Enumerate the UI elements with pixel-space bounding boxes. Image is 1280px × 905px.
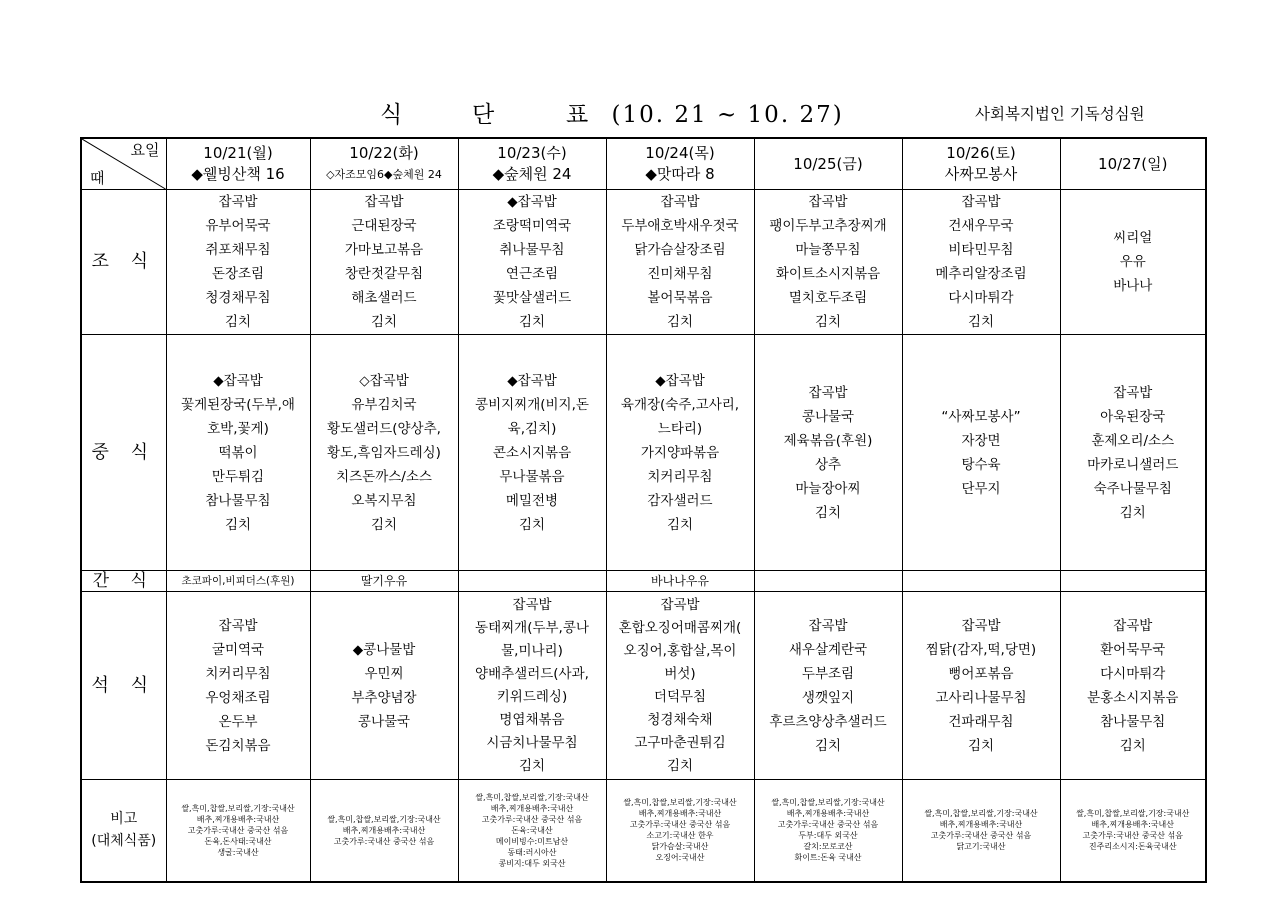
menu-item: 배추,찌개용배추:국내산 [638,809,722,819]
menu-item: 배추,찌개용배추:국내산 [490,803,574,813]
day-date: 10/25(금) [793,154,863,173]
menu-item: 김치 [666,314,694,330]
menu-item: 황도,흑임자드레싱) [327,444,441,461]
snack-cell: 초코파이,비피더스(후원) [166,571,310,592]
menu-item: 취나물무침 [499,242,565,258]
menu-item: 콩비지찌개(비지,돈 [475,396,589,413]
day-event: ◆웰빙산책 16 [191,165,285,183]
menu-item: 멸치호두조림 [788,290,868,306]
menu-item: 우엉채조림 [205,689,271,706]
meal-cell [310,335,458,571]
header-row [81,138,1206,190]
menu-item: 굴미역국 [211,641,265,658]
snack-cell [902,571,1060,592]
menu-item: 잡곡밥 [660,194,700,210]
snack-cell [754,571,902,592]
menu-item: 혼합오징어매콤찌개( [618,619,742,636]
meal-cell [606,592,754,780]
note-cell [310,780,458,882]
menu-item: 잡곡밥 [218,194,258,210]
notes-label [81,780,166,882]
menu-item: 시금치나물무침 [486,734,578,751]
meal-cell [458,190,606,335]
menu-item: 콩비지:대두 외국산 [498,858,566,868]
menu-item: 환어묵무국 [1100,641,1166,658]
notes-row [81,780,1206,882]
corner-cell [81,138,166,190]
menu-item: 갈치:모로코산 [803,842,853,852]
menu-item: 가마보고볶음 [344,242,424,258]
menu-item: 닭고기:국내산 [956,842,1006,852]
menu-item: 양배추샐러드(사과, [475,665,589,682]
meal-cell [902,592,1060,780]
menu-item: 부추양념장 [351,689,417,706]
menu-item: 씨리얼 [1113,230,1153,246]
menu-item: 온두부 [218,713,258,730]
day-header-5 [902,138,1060,190]
menu-item: 단무지 [961,480,1001,497]
title-char-2: 단 [472,102,497,128]
menu-item: 배추,찌개용배추:국내산 [196,814,280,824]
menu-item: 감자샐러드 [647,492,713,509]
menu-item: 숙주나물무침 [1093,480,1172,497]
snack-label: 간 식 [81,571,166,592]
menu-item: 김치 [967,314,995,330]
meal-cell [902,190,1060,335]
notes-label-line2: (대체식품) [91,833,157,850]
meal-cell [166,335,310,571]
day-header-4 [754,138,902,190]
menu-item: 고춧가루:국내산 중국산 섞음 [333,836,435,846]
day-event: 사짜모봉사 [944,165,1018,183]
breakfast-label: 조 식 [81,190,166,335]
day-header-2 [458,138,606,190]
menu-item: 고춧가루:국내산 중국산 섞음 [187,825,289,835]
menu-item: 김치 [370,516,398,533]
day-date: 10/24(목) [645,144,715,162]
menu-item: 김치 [224,314,252,330]
menu-item: 김치 [1119,504,1146,521]
menu-item: 닭가슴살:국내산 [651,842,709,852]
menu-item: 김치 [1119,737,1146,754]
menu-item: 연근조림 [505,266,559,282]
snack-cell [1060,571,1206,592]
menu-item: 새우살계란국 [788,641,868,658]
menu-item: 김치 [370,314,398,330]
menu-item: 떡볶이 [218,444,258,461]
menu-item: 유부어묵국 [205,218,271,234]
menu-item: 청경채무침 [205,290,271,306]
menu-item: 후르츠양상추샐러드 [769,713,887,730]
menu-item: 치커리무침 [647,468,713,485]
dinner-label: 석 식 [81,592,166,780]
menu-item: 쌀,흑미,찹쌀,보리쌀,기장:국내산 [924,809,1038,819]
menu-item: 고사리나물무침 [935,689,1027,706]
menu-item: 콩나물국 [357,713,411,730]
meal-cell [166,190,310,335]
meal-cell [754,190,902,335]
day-date: 10/22(화) [349,144,419,162]
title-char-1: 식 [380,102,405,128]
menu-item: 유부김치국 [351,396,417,413]
menu-item: 잡곡밥 [1113,384,1153,401]
menu-item: “사짜모봉사” [941,408,1021,425]
menu-item: 김치 [814,504,842,521]
menu-item: 우민찌 [364,665,404,682]
menu-item: 참나물무침 [1100,713,1166,730]
menu-item: 쌀,흑미,찹쌀,보리쌀,기장:국내산 [181,803,295,813]
menu-item: 근대된장국 [351,218,417,234]
meal-cell [458,592,606,780]
menu-item: 분홍소시지볶음 [1087,689,1179,706]
menu-item: 배추,찌개용배추:국내산 [342,825,426,835]
menu-item: 명엽채볶음 [499,711,565,728]
menu-item: 쌀,흑미,찹쌀,보리쌀,기장:국내산 [475,792,589,802]
menu-item: 메추리알장조림 [935,266,1027,282]
menu-item: 잡곡밥 [961,194,1001,210]
title-char-3: 표 [566,102,591,128]
menu-item: 돈장조림 [211,266,265,282]
menu-item: 뻥어포볶음 [948,665,1014,682]
menu-item: 고춧가루:국내산 중국산 섞음 [481,814,583,824]
lunch-row [81,335,1206,571]
menu-item: 닭가슴살장조림 [634,242,726,258]
corner-label-meal: 때 [90,169,105,187]
menu-item: 잡곡밥 [660,596,700,613]
day-event: ◇자조모임6◆숲체원 24 [326,168,442,181]
menu-item: ◆잡곡밥 [507,194,557,210]
menu-item: 건새우무국 [948,218,1014,234]
snack-row [81,571,1206,592]
menu-item: 쥐포채무침 [205,242,271,258]
dinner-row [81,592,1206,780]
menu-item: 동태:러시아산 [507,847,557,857]
menu-item: 바나나 [1113,278,1153,294]
menu-item: 김치 [814,737,842,754]
menu-item: 조랑떡미역국 [492,218,572,234]
menu-item: 황도샐러드(양상추, [327,420,441,437]
title-period: (10. 21 ~ 10. 27) [611,102,844,128]
menu-item: 잡곡밥 [1113,617,1153,634]
day-header-1 [310,138,458,190]
menu-item: 만두튀김 [211,468,265,485]
note-cell [458,780,606,882]
menu-item: 김치 [666,516,694,533]
menu-item: 소고기:국내산 한우 [646,831,714,841]
notes-label-line1: 비고 [110,811,138,828]
menu-item: 꽃게된장국(두부,애 [181,396,295,413]
meal-cell [1060,335,1206,571]
meal-cell [606,335,754,571]
menu-item: 고춧가루:국내산 중국산 섞음 [930,831,1032,841]
menu-item: 무나물볶음 [499,468,565,485]
menu-item: 마카로니샐러드 [1087,456,1179,473]
menu-item: 잡곡밥 [808,194,848,210]
menu-item: 참나물무침 [205,492,271,509]
meal-cell [754,592,902,780]
meal-cell [310,592,458,780]
note-cell [606,780,754,882]
menu-item: 김치 [666,757,694,774]
menu-item: 우유 [1119,254,1146,270]
menu-title [380,96,844,129]
menu-item: 건파래무침 [948,713,1014,730]
note-cell [1060,780,1206,882]
menu-item: 고춧가루:국내산 중국산 섞음 [777,820,879,830]
menu-item: 김치 [224,516,252,533]
menu-item: 창란젓갈무침 [344,266,424,282]
snack-cell: 바나나우유 [606,571,754,592]
meal-cell [166,592,310,780]
menu-item: 쌀,흑미,찹쌀,보리쌀,기장:국내산 [771,798,885,808]
menu-item: 화이트소시지볶음 [775,266,881,282]
menu-item: 고춧가루:국내산 중국산 섞음 [629,820,731,830]
menu-item: 청경채숙채 [647,711,713,728]
menu-item: 두부애호박새우젓국 [621,218,739,234]
menu-item: 쌀,흑미,찹쌀,보리쌀,기장:국내산 [623,798,737,808]
menu-item: 찜닭(감자,떡,당면) [925,641,1037,658]
menu-item: 탕수육 [961,456,1001,473]
menu-item: 가지양파볶음 [640,444,720,461]
menu-item: 마늘쫑무침 [795,242,861,258]
meal-cell [1060,592,1206,780]
menu-item: 동태찌개(두부,콩나 [475,619,589,636]
menu-item: ◇잡곡밥 [359,372,409,389]
menu-item: ◆잡곡밥 [655,372,705,389]
menu-item: 화이트:돈육 국내산 [794,853,862,863]
day-header-3 [606,138,754,190]
menu-item: 자장면 [961,432,1001,449]
menu-item: 배추,찌개용배추:국내산 [1091,820,1175,830]
menu-item: 고구마춘권튀김 [634,734,726,751]
menu-item: 잡곡밥 [364,194,404,210]
menu-item: 팽이두부고추장찌개 [769,218,887,234]
menu-item: 진미채무침 [647,266,713,282]
menu-item: 느타리) [657,420,703,437]
menu-item: 다시마튀각 [1100,665,1166,682]
day-date: 10/27(일) [1098,154,1168,173]
menu-item: 진주리소시지:돈육국내산 [1088,842,1177,852]
corner-label-day: 요일 [130,141,160,159]
menu-item: 김치 [814,314,842,330]
menu-item: 김치 [518,757,546,774]
day-date: 10/21(월) [203,144,273,162]
menu-item: 훈제오리/소스 [1091,432,1175,449]
menu-item: 치커리무침 [205,665,271,682]
menu-item: 잡곡밥 [512,596,552,613]
menu-item: 오징어,홍합살,목이 [623,642,737,659]
menu-item: 쌀,흑미,찹쌀,보리쌀,기장:국내산 [1076,809,1190,819]
menu-item: 비타민무침 [948,242,1014,258]
menu-item: 육,김치) [507,420,557,437]
menu-item: 돈육:국내산 [511,825,553,835]
menu-item: 배추,찌개용배추:국내산 [939,820,1023,830]
snack-cell [458,571,606,592]
menu-item: 호박,꽃게) [207,420,269,437]
menu-item: 치즈돈까스/소스 [336,468,432,485]
menu-item: 콘소시지볶음 [492,444,572,461]
meal-cell [902,335,1060,571]
menu-item: 메밀전병 [505,492,559,509]
menu-item: 물,미나리) [501,642,563,659]
note-cell [166,780,310,882]
meal-cell [458,335,606,571]
note-cell [754,780,902,882]
menu-item: 오복지무침 [351,492,417,509]
menu-item: 오징어:국내산 [655,853,705,863]
menu-item: 다시마튀각 [948,290,1014,306]
menu-item: 콩나물국 [801,408,855,425]
day-header-6 [1060,138,1206,190]
menu-item: 돈육,돈사태:국내산 [204,836,272,846]
menu-item: ◆잡곡밥 [507,372,557,389]
menu-item: 돈김치볶음 [205,737,271,754]
menu-item: 배추,찌개용배추:국내산 [786,809,870,819]
menu-item: ◆콩나물밥 [352,641,416,658]
lunch-label: 중 식 [81,335,166,571]
meal-cell [1060,190,1206,335]
menu-item: 버섯) [664,665,696,682]
breakfast-row [81,190,1206,335]
snack-cell: 딸기우유 [310,571,458,592]
menu-item: 꽃맛살샐러드 [492,290,572,306]
meal-cell [310,190,458,335]
menu-item: 볼어묵볶음 [647,290,713,306]
menu-item: 고춧가루:국내산 중국산 섞음 [1082,831,1184,841]
menu-item: 쌀,흑미,찹쌀,보리쌀,기장:국내산 [327,814,441,824]
day-date: 10/23(수) [497,144,567,162]
menu-item: 생깻잎지 [801,689,855,706]
menu-item: 육개장(숙주,고사리, [620,396,740,413]
menu-item: 두부조림 [801,665,855,682]
menu-item: ◆잡곡밥 [213,372,263,389]
menu-item: 메이비빙수:미트남산 [495,836,569,846]
menu-item: 잡곡밥 [808,384,848,401]
menu-item: 잡곡밥 [808,617,848,634]
day-header-0 [166,138,310,190]
menu-item: 상추 [814,456,842,473]
meal-cell [754,335,902,571]
menu-item: 마늘장아찌 [795,480,861,497]
day-event: ◆맛따라 8 [645,165,715,183]
menu-item: 제육볶음(후원) [783,432,873,449]
menu-item: 아욱된장국 [1100,408,1166,425]
menu-item: 잡곡밥 [218,617,258,634]
menu-item: 김치 [967,737,995,754]
menu-item: 키위드레싱) [496,688,568,705]
menu-item: 생굴:국내산 [217,847,259,857]
menu-item: 잡곡밥 [961,617,1001,634]
day-event: ◆숲체원 24 [492,165,572,183]
menu-table [80,137,1207,883]
meal-cell [606,190,754,335]
menu-item: 두부:대두 외국산 [798,831,858,841]
day-date: 10/26(토) [946,144,1016,162]
note-cell [902,780,1060,882]
menu-item: 더덕무침 [653,688,707,705]
menu-item: 김치 [518,516,546,533]
menu-item: 김치 [518,314,546,330]
menu-item: 해초샐러드 [351,290,417,306]
organization-name: 사회복지법인 기독성심원 [975,105,1145,123]
